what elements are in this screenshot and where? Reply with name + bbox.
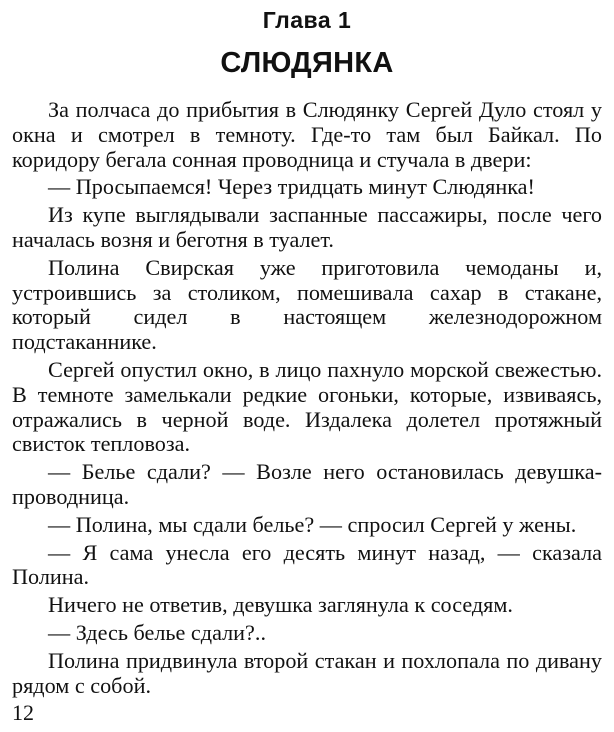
paragraph: За полчаса до прибытия в Слюдянку Сергей Дуло стоял у окна и смотрел в темноту. Где-то там был Байкал. По коридору бегала сонная проводница и стучала в двери: <box>12 97 602 172</box>
paragraph: — Я сама унесла его десять минут назад, — сказала Полина. <box>12 539 602 590</box>
paragraph: Ничего не ответив, девушка заглянула к соседям. <box>48 592 513 618</box>
paragraph: Полина Свирская уже приготовила чемоданы и, устроившись за столиком, помешивала сахар в стакане, который сидел в настоящем железнодорожном подстаканнике. <box>12 254 602 355</box>
paragraph: — Просыпаемся! Через тридцать минут Слюдянка! <box>48 174 535 200</box>
page-number: 12 <box>12 700 34 725</box>
chapter-title: СЛЮДЯНКА <box>220 47 394 79</box>
paragraph: — Здесь белье сдали?.. <box>48 619 266 645</box>
chapter-body <box>12 98 602 698</box>
paragraph: Полина придвинула второй стакан и похлопала по дивану рядом с собой. <box>12 647 602 698</box>
chapter-label: Глава 1 <box>262 7 352 33</box>
paragraph: Из купе выглядывали заспанные пассажиры, после чего началась возня и беготня в туалет. <box>12 202 602 252</box>
paragraph: Сергей опустил окно, в лицо пахнуло морской свежестью. В темноте замелькали редкие огоньки, которые, извиваясь, отражались в черной воде. Издалека долетел протяжный свисток тепловоза. <box>12 356 602 457</box>
paragraph: — Полина, мы сдали белье? — спросил Сергей у жены. <box>48 511 577 537</box>
paragraph: — Белье сдали? — Возле него остановилась девушка-проводница. <box>12 459 602 509</box>
